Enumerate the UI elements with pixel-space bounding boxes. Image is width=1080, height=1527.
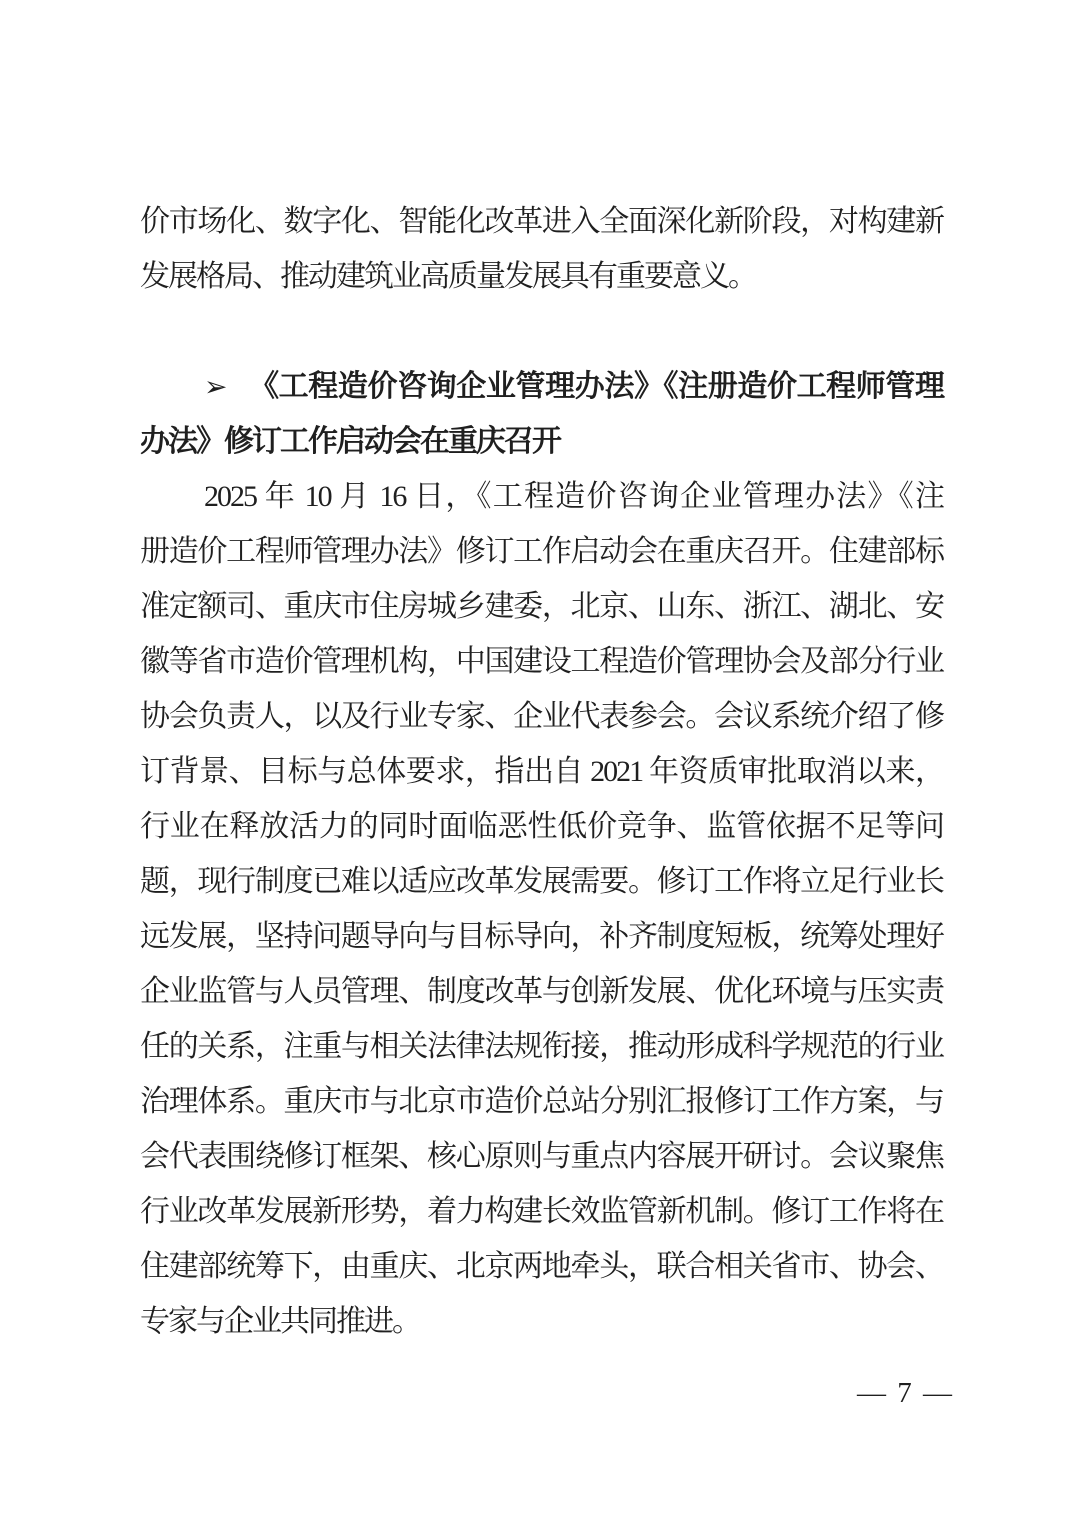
page-number: — 7 —	[857, 1377, 954, 1409]
body-text-line: 协会负责人，以及行业专家、企业代表参会。会议系统介绍了修	[140, 700, 943, 733]
body-text-line: 2025 年 10 月 16 日，《工程造价咨询企业管理办法》《注	[204, 480, 943, 513]
section-heading-line-2: 办法》修订工作启动会在重庆召开	[140, 425, 560, 458]
text-block	[140, 194, 943, 1349]
body-text-line: 行业在释放活力的同时面临恶性低价竞争、监管依据不足等问	[140, 810, 943, 843]
body-text-line: 徽等省市造价管理机构，中国建设工程造价管理协会及部分行业	[140, 645, 943, 678]
blank-line	[140, 304, 943, 359]
body-text-line: 会代表围绕修订框架、核心原则与重点内容展开研讨。会议聚焦	[140, 1140, 943, 1173]
body-text-line: 专家与企业共同推进。	[140, 1305, 420, 1338]
body-text-line: 订背景、目标与总体要求，指出自 2021 年资质审批取消以来，	[140, 755, 943, 788]
body-text-line: 任的关系，注重与相关法律法规衔接，推动形成科学规范的行业	[140, 1030, 943, 1063]
body-text-line: 册造价工程师管理办法》修订工作启动会在重庆召开。住建部标	[140, 535, 943, 568]
body-text-line: 准定额司、重庆市住房城乡建委，北京、山东、浙江、湖北、安	[140, 590, 943, 623]
section-heading-text: 《工程造价咨询企业管理办法》《注册造价工程师管理	[247, 370, 943, 403]
body-text-line: 题，现行制度已难以适应改革发展需要。修订工作将立足行业长	[140, 865, 943, 898]
section-heading-line-1	[140, 359, 943, 414]
body-text-line: 远发展，坚持问题导向与目标导向，补齐制度短板，统筹处理好	[140, 920, 943, 953]
intro-paragraph-line: 价市场化、数字化、智能化改革进入全面深化新阶段，对构建新	[140, 205, 943, 238]
body-text-line: 住建部统筹下，由重庆、北京两地牵头，联合相关省市、协会、	[140, 1250, 943, 1283]
body-text-line: 行业改革发展新形势，着力构建长效监管新机制。修订工作将在	[140, 1195, 943, 1228]
arrow-bullet-icon: ➢	[204, 372, 226, 403]
body-text-line: 治理体系。重庆市与北京市造价总站分别汇报修订工作方案，与	[140, 1085, 943, 1118]
body-text-line: 企业监管与人员管理、制度改革与创新发展、优化环境与压实责	[140, 975, 943, 1008]
intro-paragraph-line: 发展格局、推动建筑业高质量发展具有重要意义。	[140, 260, 756, 293]
